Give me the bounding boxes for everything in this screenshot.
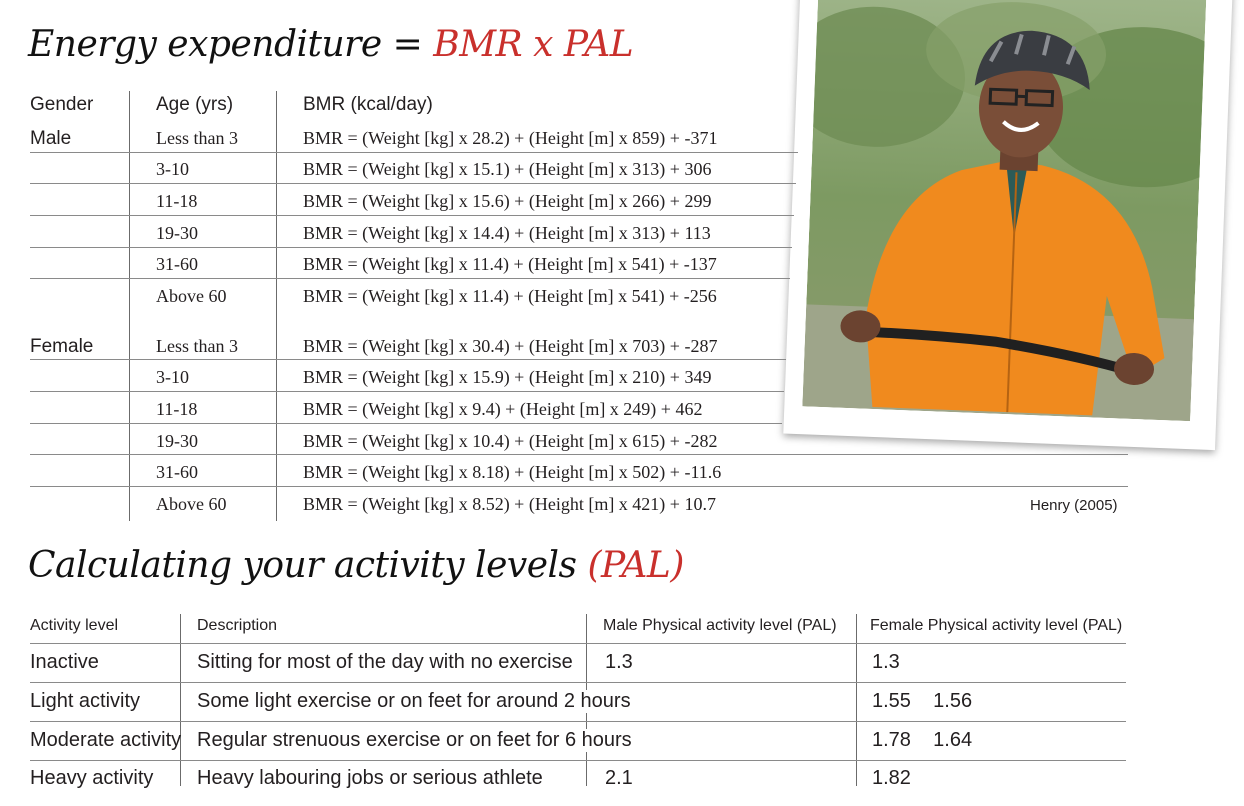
activity-title-main: Calculating your activity levels <box>28 545 588 586</box>
row-divider <box>30 152 798 153</box>
cyclist-photo-frame <box>783 0 1232 450</box>
male-formula: BMR = (Weight [kg] x 14.4) + (Height [m] x 313) + 113 <box>303 223 711 243</box>
pal-level: Light activity <box>30 690 141 712</box>
male-formula: BMR = (Weight [kg] x 11.4) + (Height [m] x 541) + -137 <box>303 254 717 274</box>
row-divider <box>30 682 1126 683</box>
male-age: 3-10 <box>156 159 189 179</box>
male-formula: BMR = (Weight [kg] x 15.6) + (Height [m] x 266) + 299 <box>303 191 712 211</box>
pal-header-male: Male Physical activity level (PAL) <box>603 617 837 634</box>
energy-title <box>28 24 633 65</box>
female-formula: BMR = (Weight [kg] x 8.52) + (Height [m] x 421) + 10.7 <box>303 494 716 514</box>
energy-title-accent: BMR x PAL <box>433 24 634 65</box>
pal-description: Regular strenuous exercise or on feet for 6 hours <box>197 729 636 752</box>
female-formula: BMR = (Weight [kg] x 10.4) + (Height [m] x 615) + -282 <box>303 431 718 451</box>
row-divider <box>30 721 1126 722</box>
energy-title-main: Energy expenditure = <box>28 24 434 65</box>
row-divider <box>30 359 786 360</box>
pal-description: Sitting for most of the day with no exercise <box>197 651 573 673</box>
male-age: Less than 3 <box>156 128 238 148</box>
pal-header-level: Activity level <box>30 617 119 634</box>
header-age: Age (yrs) <box>156 94 234 115</box>
bmr-divider-2 <box>276 91 277 521</box>
male-age: Above 60 <box>156 286 227 306</box>
male-formula: BMR = (Weight [kg] x 28.2) + (Height [m] x 859) + -371 <box>303 128 718 148</box>
pal-level: Heavy activity <box>30 767 154 789</box>
female-age: 11-18 <box>156 399 198 419</box>
row-divider <box>30 278 790 279</box>
row-divider <box>30 760 1126 761</box>
female-age: 3-10 <box>156 367 189 387</box>
female-age: 19-30 <box>156 431 198 451</box>
pal-female-value: 1.3 <box>872 651 900 673</box>
female-formula: BMR = (Weight [kg] x 8.18) + (Height [m] x 502) + -11.6 <box>303 462 722 482</box>
male-formula: BMR = (Weight [kg] x 15.1) + (Height [m] x 313) + 306 <box>303 159 712 179</box>
male-age: 31-60 <box>156 254 198 274</box>
male-age: 19-30 <box>156 223 198 243</box>
row-divider <box>30 454 1128 455</box>
header-bmr: BMR (kcal/day) <box>303 94 433 115</box>
pal-level: Inactive <box>30 651 99 673</box>
pal-female-value: 1.82 <box>872 767 911 789</box>
cyclist-illustration <box>802 0 1206 421</box>
pal-level: Moderate activity <box>30 729 182 751</box>
row-divider <box>30 391 784 392</box>
gender-female: Female <box>30 336 94 357</box>
pal-header-female: Female Physical activity level (PAL) <box>870 617 1123 634</box>
source-credit: Henry (2005) <box>1030 497 1118 514</box>
pal-male-value: 2.1 <box>605 767 633 789</box>
row-divider <box>30 215 794 216</box>
female-formula: BMR = (Weight [kg] x 15.9) + (Height [m] x 210) + 349 <box>303 367 712 387</box>
cyclist-photo <box>802 0 1206 421</box>
row-divider <box>30 183 796 184</box>
row-divider <box>30 247 792 248</box>
row-divider <box>30 643 1126 644</box>
male-age: 11-18 <box>156 191 198 211</box>
gender-male: Male <box>30 128 72 149</box>
pal-header-description: Description <box>197 617 278 634</box>
pal-female-value: 1.55 1.56 <box>872 690 973 712</box>
pal-female-value: 1.78 1.64 <box>872 729 973 751</box>
pal-description: Heavy labouring jobs or serious athlete <box>197 767 543 789</box>
pal-description: Some light exercise or on feet for around 2 hours <box>197 690 635 713</box>
activity-title <box>28 545 684 586</box>
header-gender: Gender <box>30 94 94 115</box>
female-age: Above 60 <box>156 494 227 514</box>
bmr-divider-1 <box>129 91 130 521</box>
female-formula: BMR = (Weight [kg] x 9.4) + (Height [m] x 249) + 462 <box>303 399 703 419</box>
female-formula: BMR = (Weight [kg] x 30.4) + (Height [m] x 703) + -287 <box>303 336 718 356</box>
female-age: Less than 3 <box>156 336 238 356</box>
pal-male-value: 1.3 <box>605 651 633 673</box>
row-divider <box>30 423 782 424</box>
female-age: 31-60 <box>156 462 198 482</box>
row-divider <box>30 486 1128 487</box>
activity-title-accent: (PAL) <box>587 545 684 586</box>
male-formula: BMR = (Weight [kg] x 11.4) + (Height [m] x 541) + -256 <box>303 286 717 306</box>
